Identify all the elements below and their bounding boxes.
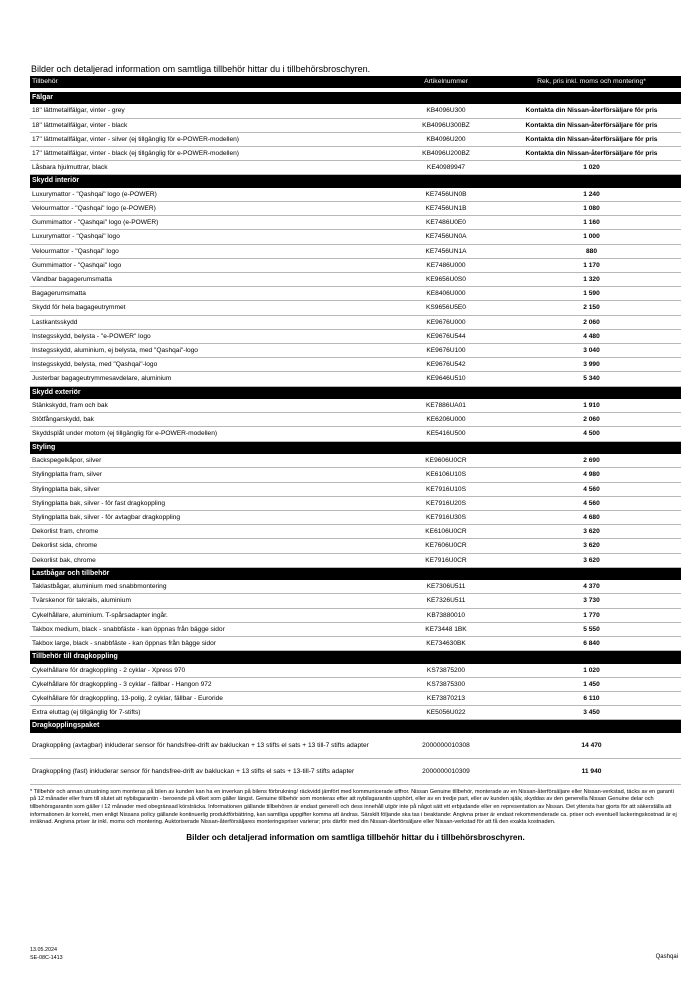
- accessory-name: Taklastbågar, aluminium med snabbmontering: [30, 580, 390, 594]
- article-number: KE7606U0CR: [390, 539, 502, 553]
- accessory-name: Bagagerumsmatta: [30, 287, 390, 301]
- accessory-name: Instegsskydd, belysta - "e-POWER" logo: [30, 329, 390, 343]
- article-number: KB73880010: [390, 608, 502, 622]
- price-value: 3 990: [502, 358, 681, 372]
- article-number: KB4096U200: [390, 132, 502, 146]
- price-value: 1 000: [502, 230, 681, 244]
- article-number: 2000000010309: [390, 758, 502, 784]
- accessory-name: Luxurymattor - "Qashqai" logo (e-POWER): [30, 188, 390, 202]
- accessory-name: Stylingplatta fram, silver: [30, 468, 390, 482]
- table-row: [30, 454, 681, 468]
- accessory-name: 18'' lättmetallfälgar, vinter - grey: [30, 104, 390, 118]
- section-title: Skydd interiör: [30, 175, 681, 188]
- price-value: 2 690: [502, 454, 681, 468]
- table-row: [30, 244, 681, 258]
- intro-text: Bilder och detaljerad information om samtliga tillbehör hittar du i tillbehörsbroschyren.: [31, 64, 371, 74]
- article-number: KE7486U0E0: [390, 216, 502, 230]
- table-row: [30, 706, 681, 720]
- article-number: KE9676U100: [390, 344, 502, 358]
- price-value: 2 150: [502, 301, 681, 315]
- accessory-name: Gummimattor - "Qashqai" logo: [30, 258, 390, 272]
- accessory-name: Stylingplatta bak, silver - för avtagbar dragkoppling: [30, 510, 390, 524]
- table-row: [30, 758, 681, 784]
- section-header: [30, 441, 681, 454]
- table-row: [30, 161, 681, 175]
- table-row: [30, 399, 681, 413]
- table-row: [30, 273, 681, 287]
- article-number: KE7916U20S: [390, 496, 502, 510]
- price-value: 4 480: [502, 329, 681, 343]
- table-row: [30, 104, 681, 118]
- table-row: [30, 358, 681, 372]
- accessory-name: Cykelhållare, aluminium. T-spårsadapter ingår.: [30, 608, 390, 622]
- article-number: KS9656U5E0: [390, 301, 502, 315]
- table-row: [30, 691, 681, 705]
- accessory-name: Velourmattor - "Qashqai" logo (e-POWER): [30, 202, 390, 216]
- document-code: SE-08C-1413: [30, 955, 63, 961]
- article-number: KE73870213: [390, 691, 502, 705]
- price-value: 1 020: [502, 161, 681, 175]
- document-date: 13.05.2024: [30, 947, 57, 953]
- section-header: [30, 651, 681, 664]
- table-row: [30, 315, 681, 329]
- section-header: [30, 720, 681, 733]
- price-value: 3 450: [502, 706, 681, 720]
- table-row: [30, 496, 681, 510]
- accessory-name: Stylingplatta bak, silver: [30, 482, 390, 496]
- article-number: KE9676U544: [390, 329, 502, 343]
- accessory-name: Dekorlist fram, chrome: [30, 525, 390, 539]
- price-value: 1 910: [502, 399, 681, 413]
- article-number: 2000000010308: [390, 733, 502, 759]
- article-number: KE7916U0CR: [390, 553, 502, 567]
- article-number: KE7326U511: [390, 594, 502, 608]
- article-number: KE6106U0CR: [390, 525, 502, 539]
- accessory-name: Instegsskydd, belysta, med "Qashqai"-logo: [30, 358, 390, 372]
- article-number: KE5056U022: [390, 706, 502, 720]
- table-row: [30, 188, 681, 202]
- accessory-name: Justerbar bagageutrymmesavdelare, aluminium: [30, 372, 390, 386]
- article-number: KE7456UN0B: [390, 188, 502, 202]
- article-number: KE7916U30S: [390, 510, 502, 524]
- price-value: 4 500: [502, 427, 681, 441]
- footnote: * Tillbehör och annan utrustning som monteras på bilen av kunden kan ha en inverkan på bilens förbrukning/ räckvidd jämfört med kommunicerade siffror. Nissan Genuine tillbehör, monterade av en Nissan-återförsäljare eller Nissan-verkstad, täcks av en garanti på 12 månader eller fram till slutet att nybilsgarantin - beroende på vilket som gäller längst. Genuine tillbehör som monteras efter att nybilsgarantin upphört, eller av en tredje part, eller av kunden själv, skyddas av den generella Nissan Genuine delar och tillbehörsgarantin som gäller i 12 månader med obegränsad körsträcka. Informationen gällande tillbehören är endast generell och dess innehåll utgör inte på något sätt ett erbjudande eller en representation av Nissan. Det yttersta har gjorts för att säkerställa att informationen är korrekt, men enligt Nissans policy gällande kontinuerlig produktförbättring, kan samtliga uppgifter komma att ändras. Särskilt följande ska tas i beaktande: Angivna priser är endast rekommenderade ca. priser och eventuell lackeringskostnad är ej inräknad. Angivna priser är inkl. moms och montering. Auktoriserade Nissan-återförsäljares monteringspriser varierar; pris därför med din Nissan-återförsäljare eller Nissan-verkstad för att få den exakta kostnaden.: [30, 788, 677, 826]
- price-value: 1 170: [502, 258, 681, 272]
- price-value: 1 080: [502, 202, 681, 216]
- article-number: KE7486U000: [390, 258, 502, 272]
- article-number: KE9676U000: [390, 315, 502, 329]
- price-value: 1 320: [502, 273, 681, 287]
- price-value: 4 370: [502, 580, 681, 594]
- table-row: [30, 147, 681, 161]
- price-value: 6 840: [502, 636, 681, 650]
- price-value: 5 550: [502, 622, 681, 636]
- accessory-name: Tvärskenor för takrails, aluminium: [30, 594, 390, 608]
- accessory-name: Cykelhållare för dragkoppling, 13-polig, 2 cyklar, fällbar - Euroride: [30, 691, 390, 705]
- price-value: 14 470: [502, 733, 681, 759]
- section-title: Fälgar: [30, 92, 681, 104]
- article-number: KE9606U0CR: [390, 454, 502, 468]
- price-value: Kontakta din Nissan-återförsäljare för pris: [502, 104, 681, 118]
- price-value: 2 060: [502, 413, 681, 427]
- table-row: [30, 301, 681, 315]
- header-article-number: Artikelnummer: [390, 76, 502, 88]
- price-value: 3 620: [502, 539, 681, 553]
- price-value: 1 770: [502, 608, 681, 622]
- article-number: KE7456UN1B: [390, 202, 502, 216]
- accessory-name: Instegsskydd, aluminium, ej belysta, med "Qashqai"-logo: [30, 344, 390, 358]
- price-value: 4 680: [502, 510, 681, 524]
- article-number: KE7886UA01: [390, 399, 502, 413]
- accessory-name: Dekorlist bak, chrome: [30, 553, 390, 567]
- table-row: [30, 553, 681, 567]
- document-date-block: [30, 946, 63, 962]
- accessory-table: [30, 76, 681, 785]
- accessory-name: Gummimattor - "Qashqai" logo (e-POWER): [30, 216, 390, 230]
- price-value: Kontakta din Nissan-återförsäljare för pris: [502, 118, 681, 132]
- section-title: Styling: [30, 441, 681, 454]
- table-header: [30, 76, 681, 88]
- table-row: [30, 636, 681, 650]
- article-number: KE6206U000: [390, 413, 502, 427]
- price-list-page: [30, 62, 681, 842]
- price-value: 880: [502, 244, 681, 258]
- section-title: Lastbågar och tillbehör: [30, 567, 681, 580]
- brochure-note: Bilder och detaljerad information om samtliga tillbehör hittar du i tillbehörsbroschyren.: [186, 832, 525, 842]
- table-row: [30, 258, 681, 272]
- accessory-name: Lastkantsskydd: [30, 315, 390, 329]
- price-value: 3 040: [502, 344, 681, 358]
- section-title: Skydd exteriör: [30, 386, 681, 399]
- header-price: Rek, pris inkl. moms och montering*: [502, 76, 681, 88]
- price-value: 5 340: [502, 372, 681, 386]
- table-row: [30, 230, 681, 244]
- table-row: [30, 468, 681, 482]
- price-value: Kontakta din Nissan-återförsäljare för pris: [502, 147, 681, 161]
- price-value: 4 560: [502, 496, 681, 510]
- table-row: [30, 132, 681, 146]
- article-number: KB4096U200BZ: [390, 147, 502, 161]
- article-number: KS73875300: [390, 677, 502, 691]
- accessory-name: 18'' lättmetallfälgar, vinter - black: [30, 118, 390, 132]
- section-title: Tillbehör till dragkoppling: [30, 651, 681, 664]
- accessory-name: Takbox medium, black - snabbfäste - kan öppnas från bägge sidor: [30, 622, 390, 636]
- table-row: [30, 733, 681, 759]
- article-number: KE9656U0S0: [390, 273, 502, 287]
- table-row: [30, 287, 681, 301]
- table-row: [30, 510, 681, 524]
- price-value: 6 110: [502, 691, 681, 705]
- article-number: KE9646U510: [390, 372, 502, 386]
- table-row: [30, 329, 681, 343]
- article-number: KE7456UN1A: [390, 244, 502, 258]
- accessory-name: Takbox large, black - snabbfäste - kan öppnas från bägge sidor: [30, 636, 390, 650]
- section-header: [30, 92, 681, 104]
- table-row: [30, 372, 681, 386]
- table-row: [30, 539, 681, 553]
- table-row: [30, 344, 681, 358]
- accessory-name: Stötfångarskydd, bak: [30, 413, 390, 427]
- table-row: [30, 482, 681, 496]
- price-value: 11 940: [502, 758, 681, 784]
- accessory-name: Skydd för hela bagageutrymmet: [30, 301, 390, 315]
- price-value: 3 620: [502, 553, 681, 567]
- price-value: 4 980: [502, 468, 681, 482]
- price-value: 4 560: [502, 482, 681, 496]
- accessory-name: Luxurymattor - "Qashqai" logo: [30, 230, 390, 244]
- table-row: [30, 413, 681, 427]
- price-value: 1 020: [502, 664, 681, 678]
- section-title: Dragkopplingspaket: [30, 720, 681, 733]
- article-number: KE9676U542: [390, 358, 502, 372]
- article-number: KE6106U10S: [390, 468, 502, 482]
- table-row: [30, 118, 681, 132]
- price-value: 2 060: [502, 315, 681, 329]
- article-number: KB4096U300: [390, 104, 502, 118]
- accessory-name: Skyddsplåt under motorn (ej tillgänglig för e-POWER-modellen): [30, 427, 390, 441]
- header-accessory: Tillbehör: [30, 76, 390, 88]
- article-number: KE7456UN0A: [390, 230, 502, 244]
- accessory-name: Velourmattor - "Qashqai" logo: [30, 244, 390, 258]
- article-number: KE734630BK: [390, 636, 502, 650]
- accessory-name: Extra eluttag (ej tillgänglig för 7-stifts): [30, 706, 390, 720]
- price-value: 1 160: [502, 216, 681, 230]
- model-name: Qashqai: [655, 954, 678, 960]
- table-row: [30, 677, 681, 691]
- accessory-name: Cykelhållare för dragkoppling - 2 cyklar - Xpress 970: [30, 664, 390, 678]
- article-number: KE5416U500: [390, 427, 502, 441]
- article-number: KB4096U300BZ: [390, 118, 502, 132]
- table-row: [30, 202, 681, 216]
- accessory-name: Vändbar bagagerumsmatta: [30, 273, 390, 287]
- article-number: KS73875200: [390, 664, 502, 678]
- article-number: KE40989947: [390, 161, 502, 175]
- article-number: KE7306U511: [390, 580, 502, 594]
- price-value: 1 590: [502, 287, 681, 301]
- section-header: [30, 567, 681, 580]
- table-row: [30, 216, 681, 230]
- table-row: [30, 427, 681, 441]
- article-number: KE73448 1BK: [390, 622, 502, 636]
- accessory-name: Stylingplatta bak, silver - för fast dragkoppling: [30, 496, 390, 510]
- price-value: 3 730: [502, 594, 681, 608]
- accessory-name: Backspegelkåpor, silver: [30, 454, 390, 468]
- price-value: 1 240: [502, 188, 681, 202]
- accessory-name: Dragkoppling (fast) inkluderar sensor för handsfree-drift av bakluckan + 13 stifts el sats + 13-till-7 stifts adapter: [30, 758, 390, 784]
- accessory-name: 17'' lättmetallfälgar, vinter - silver (ej tillgänglig för e-POWER-modellen): [30, 132, 390, 146]
- accessory-name: Låsbara hjulmuttrar, black: [30, 161, 390, 175]
- table-row: [30, 608, 681, 622]
- table-row: [30, 622, 681, 636]
- accessory-name: 17'' lättmetallfälgar, vinter - black (ej tillgänglig för e-POWER-modellen): [30, 147, 390, 161]
- accessory-name: Dekorlist sida, chrome: [30, 539, 390, 553]
- price-value: 1 450: [502, 677, 681, 691]
- price-value: Kontakta din Nissan-återförsäljare för pris: [502, 132, 681, 146]
- price-value: 3 620: [502, 525, 681, 539]
- table-row: [30, 580, 681, 594]
- article-number: KE8406U000: [390, 287, 502, 301]
- table-row: [30, 594, 681, 608]
- section-header: [30, 386, 681, 399]
- accessory-name: Cykelhållare för dragkoppling - 3 cyklar - fällbar - Hangon 972: [30, 677, 390, 691]
- section-header: [30, 175, 681, 188]
- accessory-name: Dragkoppling (avtagbar) inkluderar sensor för handsfree-drift av bakluckan + 13 stifts el sats + 13 till-7 stifts adapter: [30, 733, 390, 759]
- table-row: [30, 525, 681, 539]
- accessory-name: Stänkskydd, fram och bak: [30, 399, 390, 413]
- article-number: KE7916U10S: [390, 482, 502, 496]
- table-row: [30, 664, 681, 678]
